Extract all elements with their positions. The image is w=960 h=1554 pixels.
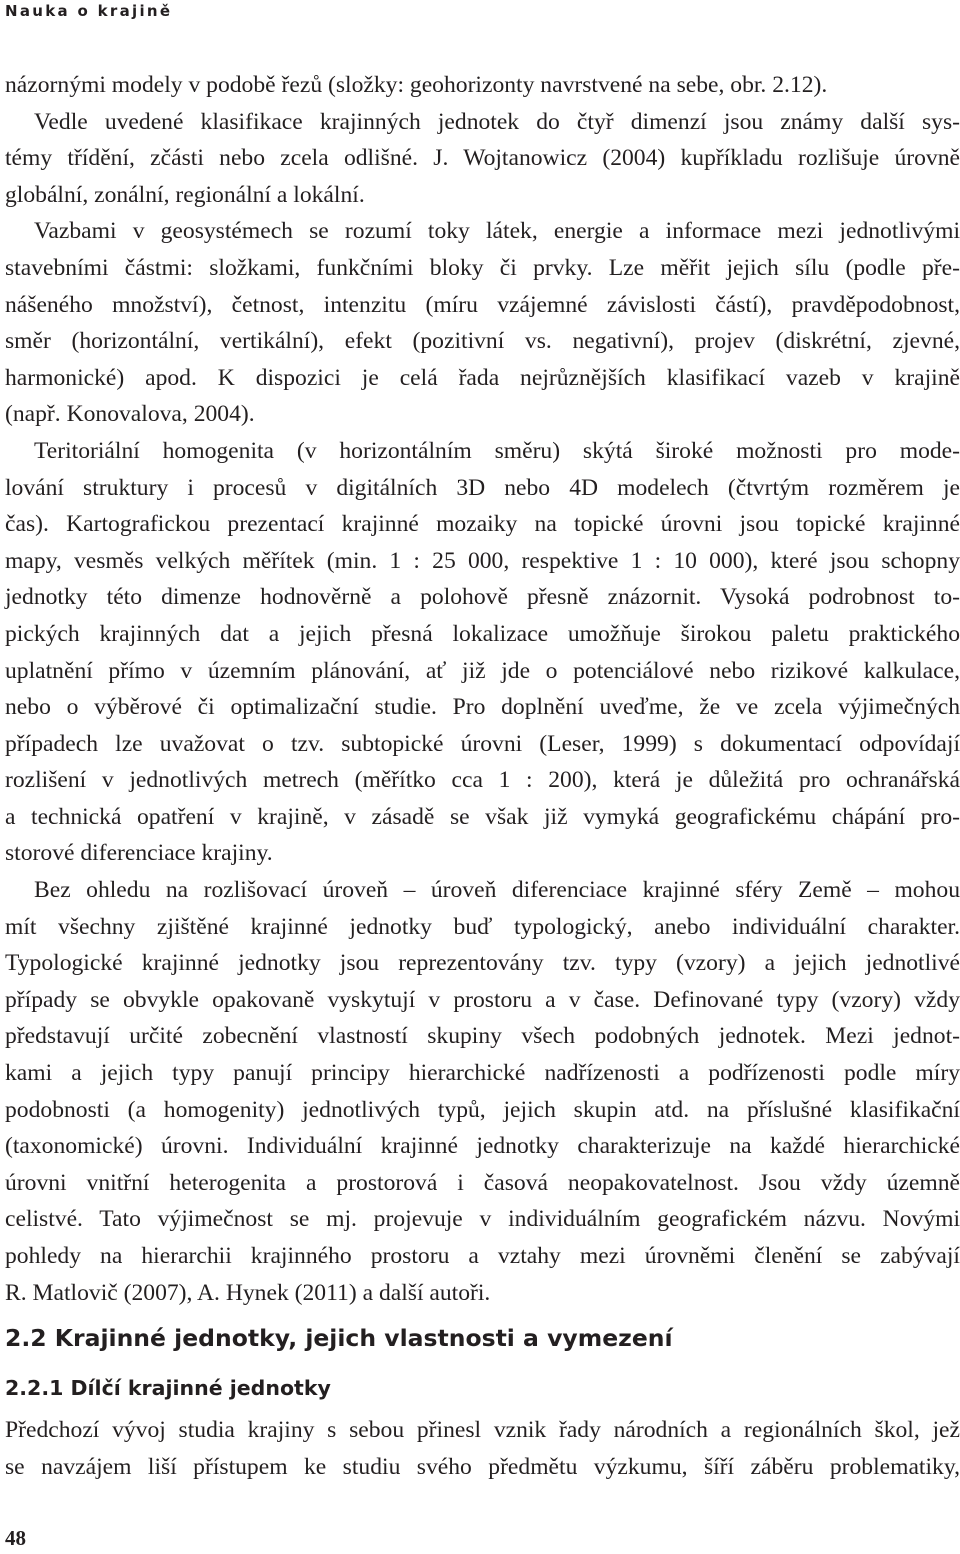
running-header: Nauka o krajině	[5, 2, 173, 20]
text-line: pohledy na hierarchii krajinného prostoru a vztahy mezi úrovněmi členění se zabývají	[5, 1243, 960, 1269]
text-line: mít všechny zjištěné krajinné jednotky buď typologický, anebo individuální charakter.	[5, 913, 960, 940]
text-line: nášeného množství), četnost, intenzitu (míru vzájemné závislosti částí), pravděpodobnost,	[5, 291, 960, 318]
text-line: (např. Konovalova, 2004).	[5, 401, 255, 428]
text-line: úrovni vnitřní heterogenita a prostorová i časová neopakovatelnost. Jsou vždy územně	[5, 1169, 960, 1196]
text-line: čas). Kartografickou prezentací krajinné mozaiky na topické úrovni jsou topické krajinné	[5, 511, 960, 538]
text-line: kami a jejich typy panují principy hierarchické nadřízenosti a podřízenosti podle míry	[5, 1060, 960, 1087]
text-line: uplatnění přímo v územním plánování, ať již jde o potenciálové nebo rizikové kalkulace,	[5, 657, 960, 684]
text-line: globální, zonální, regionální a lokální.	[5, 181, 365, 208]
text-line: Bez ohledu na rozlišovací úroveň – úroveň diferenciace krajinné sféry Země – mohou	[34, 877, 960, 904]
text-line: storové diferenciace krajiny.	[5, 840, 273, 867]
text-line: podobnosti (a homogenity) jednotlivých typů, jejich skupin atd. na příslušné klasifikační	[5, 1096, 960, 1123]
text-line: nebo o výběrové či optimalizační studie. Pro doplnění uveďme, že ve zcela výjimečných	[5, 694, 960, 721]
text-line: se navzájem liší přístupem ke studiu svého předmětu výzkumu, šíří záběru problematiky,	[5, 1453, 960, 1480]
text-line: Teritoriální homogenita (v horizontálním směru) skýtá široké možnosti pro mode-	[34, 437, 960, 464]
text-line: a technická opatření v krajině, v zásadě se však již vymyká geografickému chápání pro-	[5, 803, 960, 830]
text-line: případech lze uvažovat o tzv. subtopické úrovni (Leser, 1999) s dokumentací odpovídají	[5, 730, 960, 757]
section-heading: 2.2 Krajinné jednotky, jejich vlastnosti a vymezení	[5, 1324, 673, 1352]
text-line: lování struktury i procesů v digitálních 3D nebo 4D modelech (čtvrtým rozměrem je	[5, 474, 960, 501]
text-line: směr (horizontální, vertikální), efekt (pozitivní vs. negativní), projev (diskrétní, zjevné,	[5, 328, 960, 355]
subsection-heading: 2.2.1 Dílčí krajinné jednotky	[5, 1376, 331, 1400]
body-text-bottom	[5, 1412, 960, 1485]
text-line: Vazbami v geosystémech se rozumí toky látek, energie a informace mezi jednotlivými	[34, 218, 960, 245]
text-line: Typologické krajinné jednotky jsou reprezentovány tzv. typy (vzory) a jejich jednotlivé	[5, 950, 960, 977]
text-line: Předchozí vývoj studia krajiny s sebou přinesl vznik řady národních a regionálních škol, jež	[5, 1417, 960, 1443]
body-text-top	[5, 67, 960, 1311]
text-line: pických krajinných dat a jejich přesná lokalizace umožňuje širokou paletu praktického	[5, 620, 960, 647]
text-line: případy se obvykle opakovaně vyskytují v prostoru a v čase. Definované typy (vzory) vždy	[5, 986, 960, 1013]
text-line: rozlišení v jednotlivých metrech (měřítko cca 1 : 200), která je důležitá pro ochranářská	[5, 767, 960, 794]
page-number: 48	[5, 1526, 26, 1550]
text-line: Vedle uvedené klasifikace krajinných jednotek do čtyř dimenzí jsou známy další sys-	[34, 108, 960, 135]
text-line: celistvé. Tato výjimečnost se mj. projevuje v individuálním geografickém názvu. Novými	[5, 1206, 960, 1233]
text-line: názornými modely v podobě řezů (složky: geohorizonty navrstvené na sebe, obr. 2.12).	[5, 72, 828, 98]
text-line: harmonické) apod. K dispozici je celá řada nejrůznějších klasifikací vazeb v krajině	[5, 364, 960, 391]
text-line: (taxonomické) úrovni. Individuální krajinné jednotky charakterizuje na každé hierarchické	[5, 1133, 960, 1160]
text-line: mapy, vesměs velkých měřítek (min. 1 : 25 000, respektive 1 : 10 000), které jsou schopny	[5, 547, 960, 574]
text-line: jednotky této dimenze hodnověrně a polohově přesně znázornit. Vysoká podrobnost to-	[5, 584, 960, 611]
text-line: témy třídění, zčásti nebo zcela odlišné. J. Wojtanowicz (2004) kupříkladu rozlišuje úrovně	[5, 145, 960, 172]
text-line: představují určité zobecnění vlastností skupiny všech podobných jednotek. Mezi jednot-	[5, 1023, 960, 1050]
text-line: R. Matlovič (2007), A. Hynek (2011) a další autoři.	[5, 1279, 491, 1306]
text-line: stavebními částmi: složkami, funkčními bloky či prvky. Lze měřit jejich sílu (podle pře-	[5, 254, 960, 281]
